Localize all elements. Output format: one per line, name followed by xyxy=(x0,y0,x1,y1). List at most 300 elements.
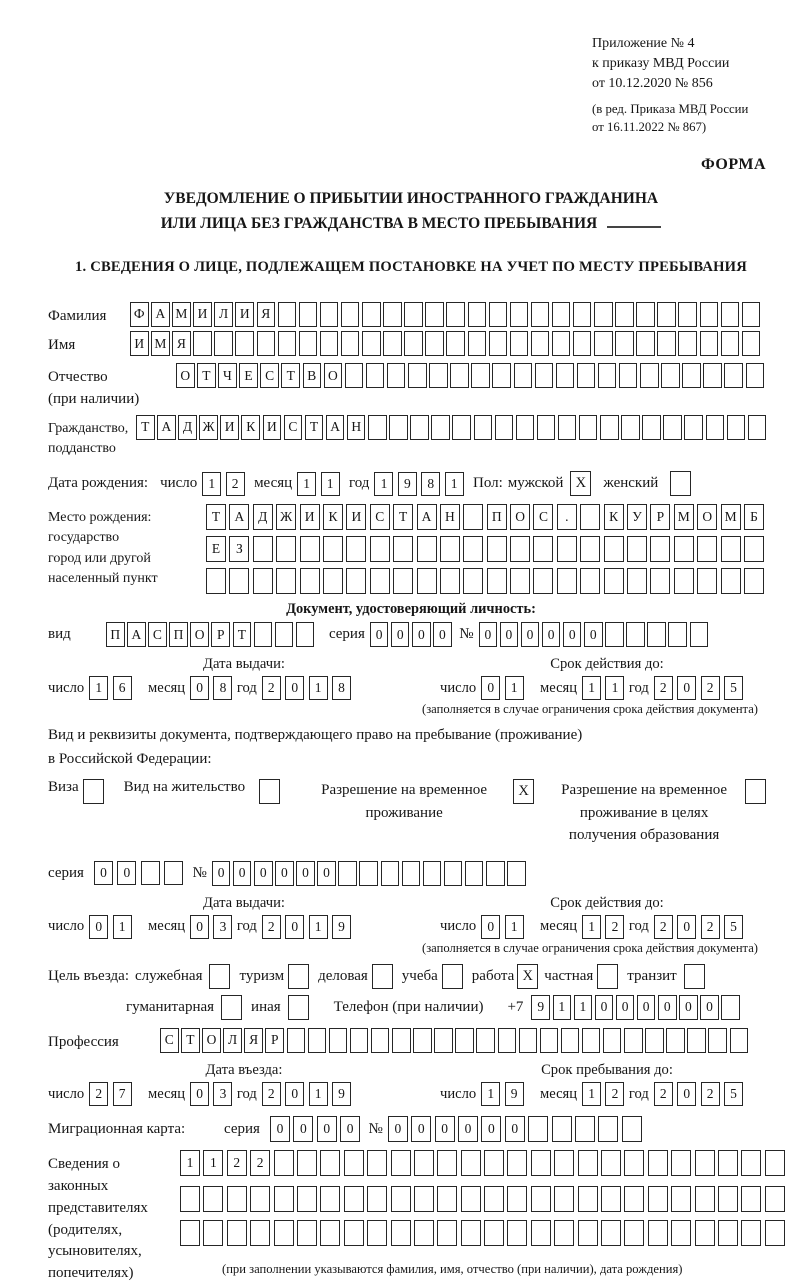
char-cell[interactable] xyxy=(678,331,697,356)
char-cell[interactable]: С xyxy=(260,363,279,388)
char-cell[interactable] xyxy=(474,415,493,440)
char-cell[interactable] xyxy=(320,302,339,327)
char-cell[interactable]: У xyxy=(627,504,647,530)
char-cell[interactable] xyxy=(561,1028,580,1053)
char-cell[interactable] xyxy=(437,1186,457,1212)
char-cell[interactable] xyxy=(320,1220,340,1246)
char-cell[interactable] xyxy=(468,331,487,356)
char-cell[interactable] xyxy=(463,568,483,594)
char-cell[interactable] xyxy=(718,1186,738,1212)
char-cell[interactable] xyxy=(408,363,427,388)
char-cell[interactable] xyxy=(603,1028,622,1053)
char-cell[interactable] xyxy=(391,1150,411,1176)
char-cell[interactable] xyxy=(742,331,761,356)
char-cell[interactable] xyxy=(486,861,505,886)
char-cell[interactable] xyxy=(463,536,483,562)
char-cell[interactable]: 9 xyxy=(531,995,550,1020)
char-cell[interactable] xyxy=(300,568,320,594)
char-cell[interactable] xyxy=(250,1220,270,1246)
char-cell[interactable] xyxy=(446,302,465,327)
char-cell[interactable]: 2 xyxy=(701,1082,720,1106)
char-cell[interactable]: О xyxy=(324,363,343,388)
char-cell[interactable] xyxy=(516,415,535,440)
char-cell[interactable] xyxy=(721,331,740,356)
char-cell[interactable] xyxy=(531,331,550,356)
char-cell[interactable] xyxy=(510,568,530,594)
char-cell[interactable]: 2 xyxy=(227,1150,247,1176)
char-cell[interactable] xyxy=(700,302,719,327)
char-cell[interactable]: 1 xyxy=(89,676,108,700)
char-cell[interactable] xyxy=(601,1186,621,1212)
char-cell[interactable] xyxy=(697,536,717,562)
char-cell[interactable]: А xyxy=(229,504,249,530)
char-cell[interactable] xyxy=(367,1150,387,1176)
char-cell[interactable] xyxy=(533,568,553,594)
char-cell[interactable] xyxy=(320,1150,340,1176)
char-cell[interactable]: С xyxy=(370,504,390,530)
char-cell[interactable] xyxy=(619,363,638,388)
char-cell[interactable]: 0 xyxy=(233,861,252,886)
char-cell[interactable] xyxy=(554,1150,574,1176)
char-cell[interactable] xyxy=(323,536,343,562)
char-cell[interactable]: Ч xyxy=(218,363,237,388)
char-cell[interactable]: Е xyxy=(239,363,258,388)
char-cell[interactable]: 0 xyxy=(479,622,498,647)
char-cell[interactable] xyxy=(278,331,297,356)
char-cell[interactable] xyxy=(580,536,600,562)
sex-male-checkbox[interactable]: X xyxy=(570,471,591,496)
char-cell[interactable] xyxy=(229,568,249,594)
char-cell[interactable]: 0 xyxy=(270,1116,290,1142)
char-cell[interactable] xyxy=(299,302,318,327)
char-cell[interactable]: 1 xyxy=(553,995,572,1020)
char-cell[interactable]: Т xyxy=(206,504,226,530)
char-cell[interactable]: М xyxy=(721,504,741,530)
char-cell[interactable] xyxy=(341,302,360,327)
char-cell[interactable] xyxy=(580,504,600,530)
char-cell[interactable] xyxy=(404,302,423,327)
char-cell[interactable] xyxy=(323,568,343,594)
char-cell[interactable]: 0 xyxy=(637,995,656,1020)
char-cell[interactable]: Ж xyxy=(276,504,296,530)
char-cell[interactable] xyxy=(468,302,487,327)
char-cell[interactable] xyxy=(531,302,550,327)
char-cell[interactable]: О xyxy=(697,504,717,530)
char-cell[interactable]: . xyxy=(557,504,577,530)
char-cell[interactable]: И xyxy=(130,331,149,356)
char-cell[interactable] xyxy=(450,363,469,388)
char-cell[interactable]: 1 xyxy=(309,915,328,939)
char-cell[interactable]: 0 xyxy=(677,676,696,700)
char-cell[interactable] xyxy=(647,622,666,647)
char-cell[interactable] xyxy=(371,1028,390,1053)
char-cell[interactable] xyxy=(695,1220,715,1246)
char-cell[interactable]: 0 xyxy=(679,995,698,1020)
char-cell[interactable] xyxy=(489,331,508,356)
char-cell[interactable] xyxy=(531,1150,551,1176)
char-cell[interactable] xyxy=(341,331,360,356)
char-cell[interactable] xyxy=(444,861,463,886)
char-cell[interactable] xyxy=(345,363,364,388)
char-cell[interactable]: И xyxy=(346,504,366,530)
char-cell[interactable] xyxy=(671,1186,691,1212)
char-cell[interactable] xyxy=(765,1150,785,1176)
char-cell[interactable] xyxy=(748,415,767,440)
char-cell[interactable] xyxy=(514,363,533,388)
char-cell[interactable] xyxy=(622,1116,642,1142)
char-cell[interactable] xyxy=(250,1186,270,1212)
char-cell[interactable] xyxy=(648,1186,668,1212)
char-cell[interactable]: Т xyxy=(233,622,252,647)
char-cell[interactable] xyxy=(580,568,600,594)
char-cell[interactable]: П xyxy=(106,622,125,647)
char-cell[interactable] xyxy=(741,1220,761,1246)
char-cell[interactable] xyxy=(141,861,160,885)
char-cell[interactable]: 0 xyxy=(296,861,315,886)
char-cell[interactable] xyxy=(329,1028,348,1053)
char-cell[interactable] xyxy=(275,622,294,647)
char-cell[interactable] xyxy=(414,1220,434,1246)
char-cell[interactable] xyxy=(537,415,556,440)
char-cell[interactable]: 1 xyxy=(180,1150,200,1176)
char-cell[interactable] xyxy=(446,331,465,356)
char-cell[interactable] xyxy=(640,363,659,388)
char-cell[interactable] xyxy=(604,568,624,594)
char-cell[interactable]: Т xyxy=(281,363,300,388)
char-cell[interactable] xyxy=(695,1150,715,1176)
char-cell[interactable]: 3 xyxy=(213,1082,232,1106)
char-cell[interactable]: 2 xyxy=(250,1150,270,1176)
char-cell[interactable] xyxy=(695,1186,715,1212)
char-cell[interactable]: И xyxy=(193,302,212,327)
char-cell[interactable] xyxy=(193,331,212,356)
char-cell[interactable] xyxy=(573,331,592,356)
char-cell[interactable]: О xyxy=(176,363,195,388)
char-cell[interactable] xyxy=(276,568,296,594)
char-cell[interactable] xyxy=(552,302,571,327)
char-cell[interactable] xyxy=(557,568,577,594)
char-cell[interactable] xyxy=(648,1150,668,1176)
char-cell[interactable]: 0 xyxy=(481,915,500,939)
char-cell[interactable] xyxy=(276,536,296,562)
char-cell[interactable] xyxy=(554,1220,574,1246)
char-cell[interactable] xyxy=(274,1150,294,1176)
char-cell[interactable] xyxy=(579,415,598,440)
char-cell[interactable] xyxy=(164,861,183,885)
char-cell[interactable] xyxy=(227,1220,247,1246)
char-cell[interactable] xyxy=(718,1150,738,1176)
char-cell[interactable] xyxy=(668,622,687,647)
char-cell[interactable] xyxy=(440,536,460,562)
char-cell[interactable] xyxy=(257,331,276,356)
char-cell[interactable]: 0 xyxy=(616,995,635,1020)
char-cell[interactable]: 2 xyxy=(89,1082,108,1106)
char-cell[interactable] xyxy=(604,536,624,562)
char-cell[interactable] xyxy=(615,331,634,356)
char-cell[interactable]: Р xyxy=(265,1028,284,1053)
char-cell[interactable]: Т xyxy=(181,1028,200,1053)
char-cell[interactable] xyxy=(431,415,450,440)
char-cell[interactable] xyxy=(507,1220,527,1246)
char-cell[interactable] xyxy=(383,331,402,356)
char-cell[interactable] xyxy=(392,1028,411,1053)
char-cell[interactable] xyxy=(297,1186,317,1212)
char-cell[interactable]: 0 xyxy=(595,995,614,1020)
char-cell[interactable] xyxy=(554,1186,574,1212)
char-cell[interactable] xyxy=(744,568,764,594)
char-cell[interactable]: Д xyxy=(253,504,273,530)
char-cell[interactable] xyxy=(721,536,741,562)
char-cell[interactable] xyxy=(645,1028,664,1053)
char-cell[interactable] xyxy=(624,1220,644,1246)
char-cell[interactable] xyxy=(552,1116,572,1142)
char-cell[interactable]: 0 xyxy=(117,861,136,885)
char-cell[interactable] xyxy=(594,331,613,356)
char-cell[interactable] xyxy=(471,363,490,388)
char-cell[interactable] xyxy=(366,363,385,388)
char-cell[interactable] xyxy=(391,1186,411,1212)
char-cell[interactable] xyxy=(437,1220,457,1246)
char-cell[interactable] xyxy=(455,1028,474,1053)
char-cell[interactable]: Б xyxy=(744,504,764,530)
char-cell[interactable] xyxy=(487,536,507,562)
char-cell[interactable]: 1 xyxy=(505,915,524,939)
char-cell[interactable] xyxy=(338,861,357,886)
char-cell[interactable] xyxy=(531,1220,551,1246)
char-cell[interactable] xyxy=(657,302,676,327)
char-cell[interactable] xyxy=(742,302,761,327)
char-cell[interactable] xyxy=(391,1220,411,1246)
char-cell[interactable] xyxy=(423,861,442,886)
transit-checkbox[interactable] xyxy=(684,964,705,989)
char-cell[interactable]: 0 xyxy=(212,861,231,886)
char-cell[interactable]: 0 xyxy=(340,1116,360,1142)
char-cell[interactable] xyxy=(383,302,402,327)
char-cell[interactable]: 0 xyxy=(677,915,696,939)
char-cell[interactable] xyxy=(765,1220,785,1246)
char-cell[interactable]: 2 xyxy=(226,472,245,496)
char-cell[interactable] xyxy=(300,536,320,562)
char-cell[interactable] xyxy=(367,1220,387,1246)
char-cell[interactable] xyxy=(495,415,514,440)
char-cell[interactable]: Т xyxy=(393,504,413,530)
char-cell[interactable] xyxy=(393,568,413,594)
char-cell[interactable] xyxy=(393,536,413,562)
char-cell[interactable]: К xyxy=(241,415,260,440)
char-cell[interactable]: Л xyxy=(214,302,233,327)
char-cell[interactable]: Н xyxy=(347,415,366,440)
char-cell[interactable] xyxy=(724,363,743,388)
char-cell[interactable]: 0 xyxy=(435,1116,455,1142)
char-cell[interactable]: А xyxy=(326,415,345,440)
char-cell[interactable] xyxy=(402,861,421,886)
char-cell[interactable]: 5 xyxy=(724,676,743,700)
char-cell[interactable] xyxy=(206,568,226,594)
char-cell[interactable]: 2 xyxy=(605,1082,624,1106)
char-cell[interactable] xyxy=(214,331,233,356)
char-cell[interactable] xyxy=(461,1186,481,1212)
char-cell[interactable] xyxy=(362,331,381,356)
char-cell[interactable] xyxy=(765,1186,785,1212)
char-cell[interactable]: Л xyxy=(223,1028,242,1053)
char-cell[interactable]: И xyxy=(235,302,254,327)
char-cell[interactable]: 2 xyxy=(701,676,720,700)
char-cell[interactable]: 2 xyxy=(262,676,281,700)
char-cell[interactable]: 0 xyxy=(285,915,304,939)
char-cell[interactable]: 0 xyxy=(275,861,294,886)
char-cell[interactable] xyxy=(507,1150,527,1176)
char-cell[interactable]: 0 xyxy=(391,622,410,647)
char-cell[interactable] xyxy=(440,568,460,594)
visa-checkbox[interactable] xyxy=(83,779,104,804)
temp-residence-checkbox[interactable]: X xyxy=(513,779,534,804)
char-cell[interactable] xyxy=(487,568,507,594)
char-cell[interactable]: 1 xyxy=(582,676,601,700)
char-cell[interactable] xyxy=(461,1220,481,1246)
char-cell[interactable] xyxy=(492,363,511,388)
temp-residence-education-checkbox[interactable] xyxy=(745,779,766,804)
char-cell[interactable]: 0 xyxy=(500,622,519,647)
char-cell[interactable] xyxy=(498,1028,517,1053)
char-cell[interactable]: О xyxy=(510,504,530,530)
tourism-checkbox[interactable] xyxy=(288,964,309,989)
char-cell[interactable] xyxy=(684,415,703,440)
char-cell[interactable] xyxy=(180,1186,200,1212)
char-cell[interactable] xyxy=(721,995,740,1020)
char-cell[interactable]: 1 xyxy=(321,472,340,496)
char-cell[interactable]: Ж xyxy=(199,415,218,440)
char-cell[interactable]: К xyxy=(604,504,624,530)
humanitarian-checkbox[interactable] xyxy=(221,995,242,1020)
char-cell[interactable] xyxy=(346,568,366,594)
char-cell[interactable]: П xyxy=(169,622,188,647)
char-cell[interactable]: С xyxy=(160,1028,179,1053)
char-cell[interactable]: 0 xyxy=(317,1116,337,1142)
char-cell[interactable]: Т xyxy=(305,415,324,440)
char-cell[interactable] xyxy=(531,1186,551,1212)
char-cell[interactable]: Т xyxy=(136,415,155,440)
char-cell[interactable] xyxy=(624,1150,644,1176)
char-cell[interactable]: 0 xyxy=(458,1116,478,1142)
char-cell[interactable]: 0 xyxy=(190,915,209,939)
char-cell[interactable]: 0 xyxy=(285,1082,304,1106)
char-cell[interactable] xyxy=(429,363,448,388)
char-cell[interactable] xyxy=(657,331,676,356)
char-cell[interactable] xyxy=(708,1028,727,1053)
char-cell[interactable] xyxy=(180,1220,200,1246)
char-cell[interactable]: 0 xyxy=(505,1116,525,1142)
char-cell[interactable] xyxy=(274,1186,294,1212)
char-cell[interactable] xyxy=(642,415,661,440)
char-cell[interactable]: Ф xyxy=(130,302,149,327)
char-cell[interactable] xyxy=(437,1150,457,1176)
char-cell[interactable] xyxy=(274,1220,294,1246)
char-cell[interactable]: 6 xyxy=(113,676,132,700)
char-cell[interactable]: М xyxy=(674,504,694,530)
char-cell[interactable] xyxy=(558,415,577,440)
char-cell[interactable] xyxy=(370,568,390,594)
char-cell[interactable]: 1 xyxy=(445,472,464,496)
char-cell[interactable]: 1 xyxy=(113,915,132,939)
char-cell[interactable]: 8 xyxy=(213,676,232,700)
char-cell[interactable]: 0 xyxy=(481,1116,501,1142)
char-cell[interactable]: К xyxy=(323,504,343,530)
char-cell[interactable] xyxy=(575,1116,595,1142)
char-cell[interactable] xyxy=(650,536,670,562)
char-cell[interactable]: 1 xyxy=(309,676,328,700)
char-cell[interactable]: Н xyxy=(440,504,460,530)
other-purpose-checkbox[interactable] xyxy=(288,995,309,1020)
char-cell[interactable] xyxy=(414,1150,434,1176)
char-cell[interactable]: В xyxy=(303,363,322,388)
char-cell[interactable] xyxy=(697,568,717,594)
char-cell[interactable]: 0 xyxy=(388,1116,408,1142)
char-cell[interactable] xyxy=(346,536,366,562)
char-cell[interactable] xyxy=(605,622,624,647)
char-cell[interactable]: Т xyxy=(197,363,216,388)
char-cell[interactable]: С xyxy=(533,504,553,530)
char-cell[interactable]: 9 xyxy=(332,915,351,939)
char-cell[interactable] xyxy=(519,1028,538,1053)
char-cell[interactable]: 0 xyxy=(293,1116,313,1142)
char-cell[interactable] xyxy=(578,1220,598,1246)
char-cell[interactable]: 2 xyxy=(654,915,673,939)
sex-female-checkbox[interactable] xyxy=(670,471,691,496)
char-cell[interactable] xyxy=(350,1028,369,1053)
char-cell[interactable] xyxy=(741,1150,761,1176)
char-cell[interactable] xyxy=(741,1186,761,1212)
char-cell[interactable] xyxy=(452,415,471,440)
char-cell[interactable] xyxy=(320,331,339,356)
char-cell[interactable]: 9 xyxy=(332,1082,351,1106)
char-cell[interactable]: 5 xyxy=(724,915,743,939)
char-cell[interactable] xyxy=(706,415,725,440)
char-cell[interactable] xyxy=(387,363,406,388)
char-cell[interactable]: 0 xyxy=(94,861,113,885)
char-cell[interactable]: С xyxy=(148,622,167,647)
char-cell[interactable]: 1 xyxy=(505,676,524,700)
char-cell[interactable] xyxy=(297,1150,317,1176)
char-cell[interactable] xyxy=(425,331,444,356)
char-cell[interactable]: А xyxy=(127,622,146,647)
char-cell[interactable]: Р xyxy=(211,622,230,647)
char-cell[interactable]: 2 xyxy=(701,915,720,939)
char-cell[interactable] xyxy=(434,1028,453,1053)
char-cell[interactable] xyxy=(578,1150,598,1176)
char-cell[interactable]: Я xyxy=(172,331,191,356)
char-cell[interactable]: 2 xyxy=(605,915,624,939)
char-cell[interactable] xyxy=(598,1116,618,1142)
char-cell[interactable]: М xyxy=(172,302,191,327)
char-cell[interactable]: А xyxy=(151,302,170,327)
char-cell[interactable]: И xyxy=(220,415,239,440)
char-cell[interactable]: Р xyxy=(650,504,670,530)
char-cell[interactable] xyxy=(489,302,508,327)
char-cell[interactable] xyxy=(626,622,645,647)
char-cell[interactable] xyxy=(510,331,529,356)
char-cell[interactable] xyxy=(510,302,529,327)
residence-permit-checkbox[interactable] xyxy=(259,779,280,804)
char-cell[interactable] xyxy=(463,504,483,530)
char-cell[interactable]: Д xyxy=(178,415,197,440)
char-cell[interactable]: Я xyxy=(257,302,276,327)
char-cell[interactable]: 0 xyxy=(285,676,304,700)
char-cell[interactable]: Е xyxy=(206,536,226,562)
char-cell[interactable] xyxy=(370,536,390,562)
char-cell[interactable] xyxy=(362,302,381,327)
official-checkbox[interactable] xyxy=(209,964,230,989)
char-cell[interactable]: 1 xyxy=(203,1150,223,1176)
